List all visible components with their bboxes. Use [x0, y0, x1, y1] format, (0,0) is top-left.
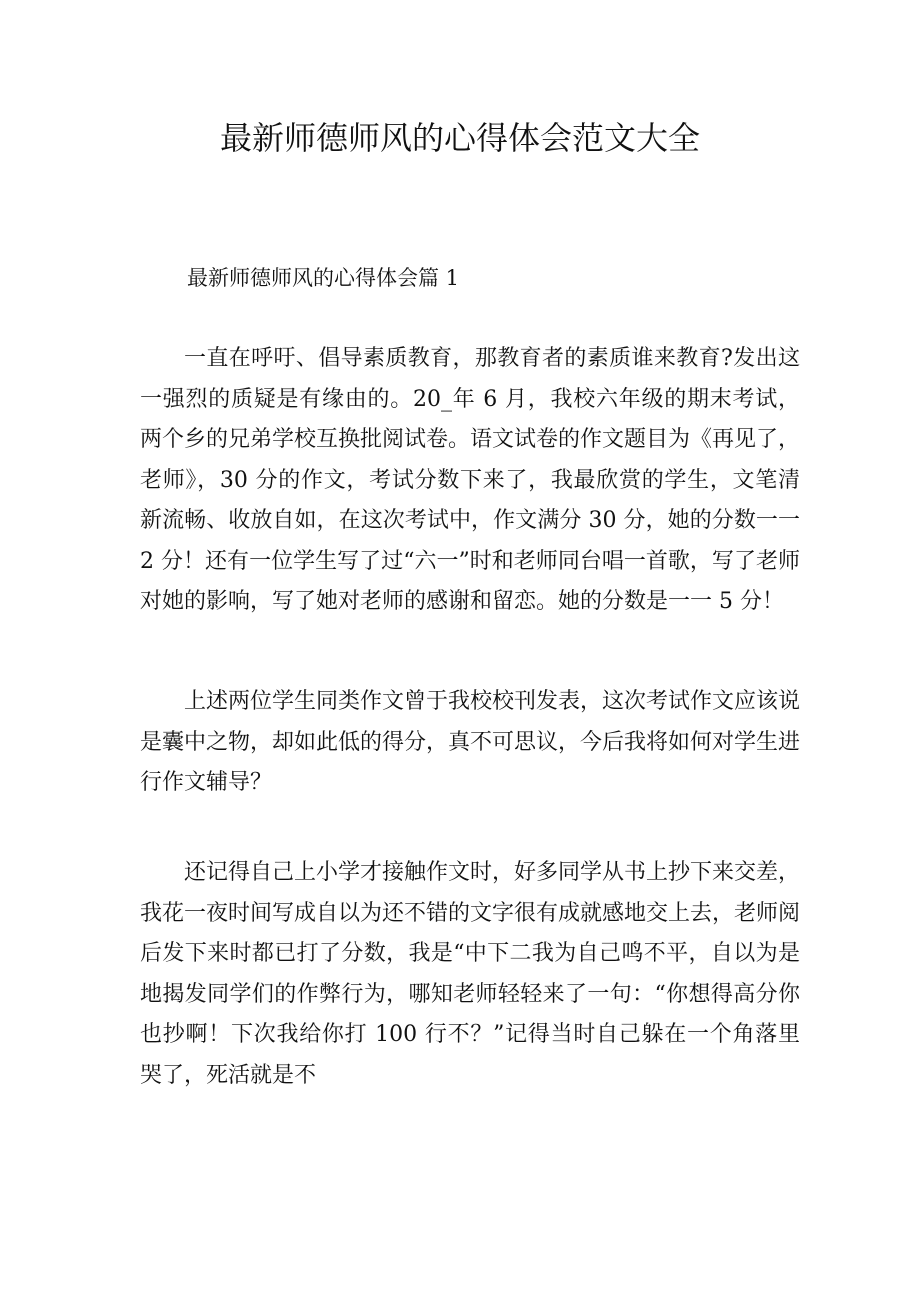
- paragraph-2: 上述两位学生同类作文曾于我校校刊发表，这次考试作文应该说是囊中之物，却如此低的得分，真不可思议，今后我将如何对学生进行作文辅导？: [140, 689, 801, 795]
- paragraph-1: 一直在呼吁、倡导素质教育，那教育者的素质谁来教育?发出这一强烈的质疑是有缘由的。20_年 6 月，我校六年级的期末考试，两个乡的兄弟学校互换批阅试卷。语文试卷的作文题目为《再见了，老师》，30 分的作文，考试分数下来了，我最欣赏的学生，文笔清新流畅、收放自如，在这次考试中，作文满分 30 分，她的分数一一 2 分！还有一位学生写了过“六一”时和老师同台唱一首歌，写了老师对她的影响，写了她对老师的感谢和留恋。她的分数是一一 5 分！: [140, 346, 801, 614]
- paragraph-3: 还记得自己上小学才接触作文时，好多同学从书上抄下来交差，我花一夜时间写成自以为还不错的文字很有成就感地交上去，老师阅后发下来时都已打了分数，我是“中下二我为自己鸣不平，自以为是地揭发同学们的作弊行为，哪知老师轻轻来了一句：“你想得高分你也抄啊！下次我给你打 100 行不？”记得当时自己躲在一个角落里哭了，死活就是不: [140, 860, 801, 1088]
- document-title: 最新师德师风的心得体会范文大全: [219, 119, 700, 157]
- section-heading: 最新师德师风的心得体会篇 1: [187, 266, 460, 290]
